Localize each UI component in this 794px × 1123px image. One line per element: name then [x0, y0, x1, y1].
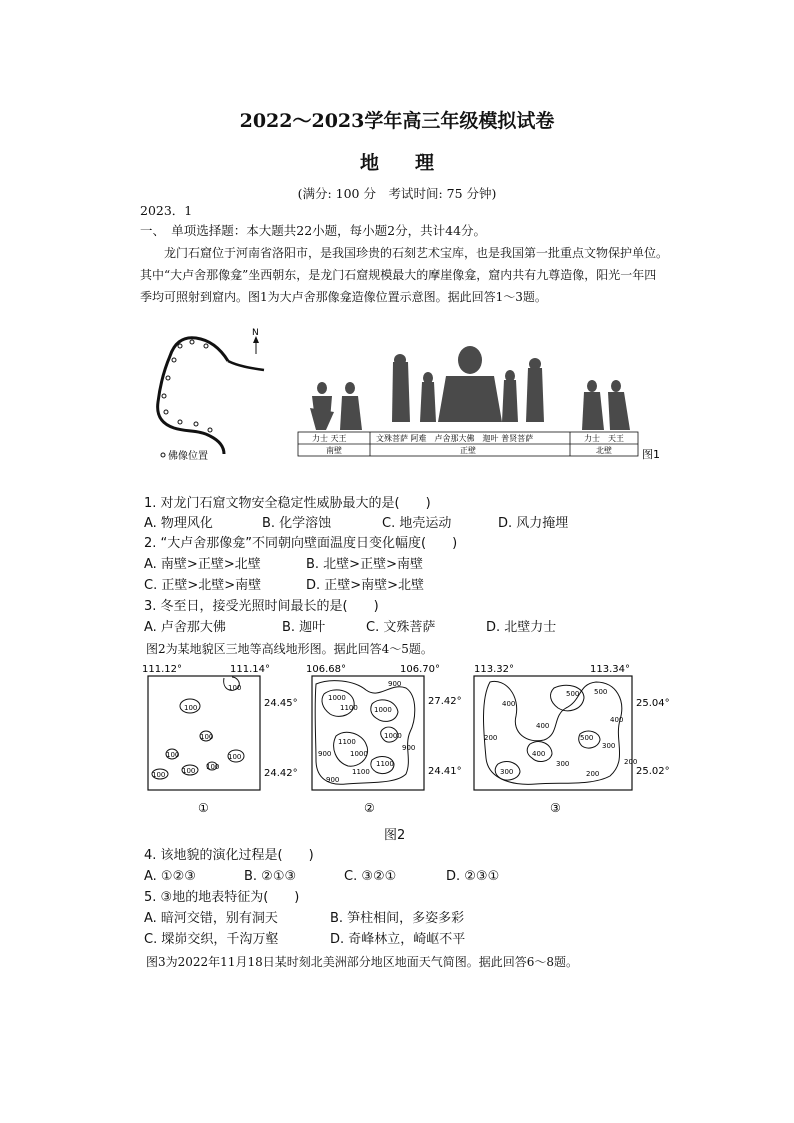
q1-option-c[interactable]: C. 地壳运动: [382, 516, 452, 531]
north-wall-statues: [582, 380, 630, 430]
svg-text:300: 300: [602, 742, 616, 750]
svg-text:1100: 1100: [352, 768, 370, 776]
svg-text:113.32°: 113.32°: [474, 664, 514, 675]
q4-option-d[interactable]: D. ②③①: [446, 869, 500, 884]
legend-dot-icon: [161, 453, 165, 457]
figure-1-caption: 图1: [642, 448, 660, 461]
q2-option-c[interactable]: C. 正壁>北壁>南壁: [144, 578, 262, 593]
cave-outline: [158, 338, 228, 454]
exam-date: 2023．1: [140, 203, 193, 218]
question-4: 4. 该地貌的演化过程是( ): [144, 848, 314, 863]
north-label: N: [252, 328, 259, 338]
svg-text:100: 100: [152, 771, 166, 779]
svg-text:1100: 1100: [338, 738, 356, 746]
svg-text:900: 900: [402, 744, 416, 752]
svg-text:100: 100: [200, 733, 214, 741]
svg-text:113.34°: 113.34°: [590, 664, 630, 675]
section-heading: 一、 单项选择题：本大题共22小题，每小题2分，共计44分。: [140, 223, 487, 238]
figure-2: [140, 660, 670, 820]
svg-text:111.14°: 111.14°: [230, 664, 270, 675]
figure-2-caption: 图2: [384, 828, 406, 843]
svg-text:400: 400: [536, 722, 550, 730]
subject-title: 地理: [359, 152, 470, 174]
svg-text:200: 200: [586, 770, 600, 778]
svg-text:24.41°: 24.41°: [428, 766, 462, 777]
question-5: 5. ③地的地表特征为( ): [144, 890, 300, 905]
q3-option-a[interactable]: A. 卢舍那大佛: [144, 620, 226, 635]
figure-3-intro: 图3为2022年11月18日某时刻北美洲部分地区地面天气简图。据此回答6～8题。: [146, 955, 578, 969]
svg-text:400: 400: [610, 716, 624, 724]
svg-text:100: 100: [228, 684, 242, 692]
svg-text:27.42°: 27.42°: [428, 696, 462, 707]
svg-text:24.45°: 24.45°: [264, 698, 298, 709]
svg-text:100: 100: [166, 751, 180, 759]
south-wall-statue-names: 力士 天王: [312, 434, 347, 443]
exam-title: 2022～2023学年高三年级模拟试卷: [239, 110, 555, 132]
q5-option-a[interactable]: A. 暗河交错，别有洞天: [144, 911, 278, 926]
svg-text:106.70°: 106.70°: [400, 664, 440, 675]
q4-option-a[interactable]: A. ①②③: [144, 869, 196, 884]
contour-map-3: [474, 664, 670, 815]
exam-note: (满分: 100 分 考试时间: 75 分钟): [297, 186, 497, 201]
contour-map-2: [306, 664, 462, 815]
q1-option-a[interactable]: A. 物理风化: [144, 516, 213, 531]
section-intro: 龙门石窟位于河南省洛阳市，是我国珍贵的石刻艺术宝库，也是我国第一批重点文物保护单位。其中“大卢舍那像龛”坐西朝东，是龙门石窟规模最大的摩崖像龛，窟内共有九尊造像，阳光一年四季均可照射到窟内。图1为大卢舍那像龛造像位置示意图。据此回答1～3题。: [140, 246, 669, 304]
figure-2-intro: 图2为某地貌区三地等高线地形图。据此回答4～5题。: [146, 642, 433, 656]
q4-option-b[interactable]: B. ②①③: [244, 869, 297, 884]
statues-illustration: [310, 346, 630, 430]
contour-map-1: [142, 664, 298, 815]
q5-option-b[interactable]: B. 笋柱相间，多姿多彩: [330, 911, 465, 926]
map-3-label: ③: [550, 801, 561, 815]
svg-text:100: 100: [228, 753, 242, 761]
main-wall-statues: [392, 346, 544, 422]
q1-option-b[interactable]: B. 化学溶蚀: [262, 516, 332, 531]
svg-text:400: 400: [532, 750, 546, 758]
svg-text:500: 500: [580, 734, 594, 742]
q4-option-c[interactable]: C. ③②①: [344, 869, 397, 884]
svg-text:200: 200: [484, 734, 498, 742]
north-wall-label: 北壁: [596, 446, 612, 455]
q5-option-d[interactable]: D. 奇峰林立，崎岖不平: [330, 932, 466, 947]
north-arrow-icon: [252, 328, 259, 354]
question-3: 3. 冬至日，接受光照时间最长的是( ): [144, 599, 379, 614]
svg-text:25.02°: 25.02°: [636, 766, 670, 777]
figure-1: [140, 326, 672, 468]
svg-text:900: 900: [388, 680, 402, 688]
svg-text:25.04°: 25.04°: [636, 698, 670, 709]
svg-text:1000: 1000: [374, 706, 392, 714]
north-wall-statue-names: 力士 天王: [584, 434, 624, 443]
svg-text:24.42°: 24.42°: [264, 768, 298, 779]
q1-option-d[interactable]: D. 风力掩埋: [498, 516, 569, 531]
q3-option-b[interactable]: B. 迦叶: [282, 620, 326, 635]
svg-text:106.68°: 106.68°: [306, 664, 346, 675]
svg-text:400: 400: [502, 700, 516, 708]
svg-text:300: 300: [500, 768, 514, 776]
q3-option-d[interactable]: D. 北壁力士: [486, 620, 557, 635]
map-1-label: ①: [198, 801, 209, 815]
q3-option-c[interactable]: C. 文殊菩萨: [366, 620, 436, 635]
svg-text:1000: 1000: [350, 750, 368, 758]
svg-text:500: 500: [566, 690, 580, 698]
south-wall-label: 南壁: [326, 446, 342, 455]
legend-label: 佛像位置: [168, 451, 208, 462]
south-wall-statues: [310, 382, 362, 430]
svg-text:100: 100: [184, 704, 198, 712]
question-1: 1. 对龙门石窟文物安全稳定性威胁最大的是( ): [144, 496, 431, 511]
main-wall-statue-names: 文殊菩萨 阿难 卢舍那大佛 迦叶 普贤菩萨: [376, 434, 534, 443]
svg-text:900: 900: [326, 776, 340, 784]
q2-option-a[interactable]: A. 南壁>正壁>北壁: [144, 557, 261, 572]
svg-text:1100: 1100: [376, 760, 394, 768]
svg-text:200: 200: [624, 758, 638, 766]
svg-text:111.12°: 111.12°: [142, 664, 182, 675]
main-wall-label: 正壁: [460, 446, 476, 455]
question-2: 2. “大卢舍那像龛”不同朝向壁面温度日变化幅度( ): [144, 536, 458, 551]
map-2-label: ②: [364, 801, 375, 815]
svg-text:100: 100: [182, 767, 196, 775]
svg-text:900: 900: [318, 750, 332, 758]
svg-text:500: 500: [594, 688, 608, 696]
svg-text:300: 300: [556, 760, 570, 768]
q5-option-c[interactable]: C. 墚峁交织，千沟万壑: [144, 932, 279, 947]
svg-text:100: 100: [206, 763, 220, 771]
svg-text:1100: 1100: [340, 704, 358, 712]
svg-text:1000: 1000: [328, 694, 346, 702]
svg-text:1000: 1000: [384, 732, 402, 740]
q2-option-d[interactable]: D. 正壁>南壁>北壁: [306, 578, 425, 593]
q2-option-b[interactable]: B. 北壁>正壁>南壁: [306, 557, 423, 572]
